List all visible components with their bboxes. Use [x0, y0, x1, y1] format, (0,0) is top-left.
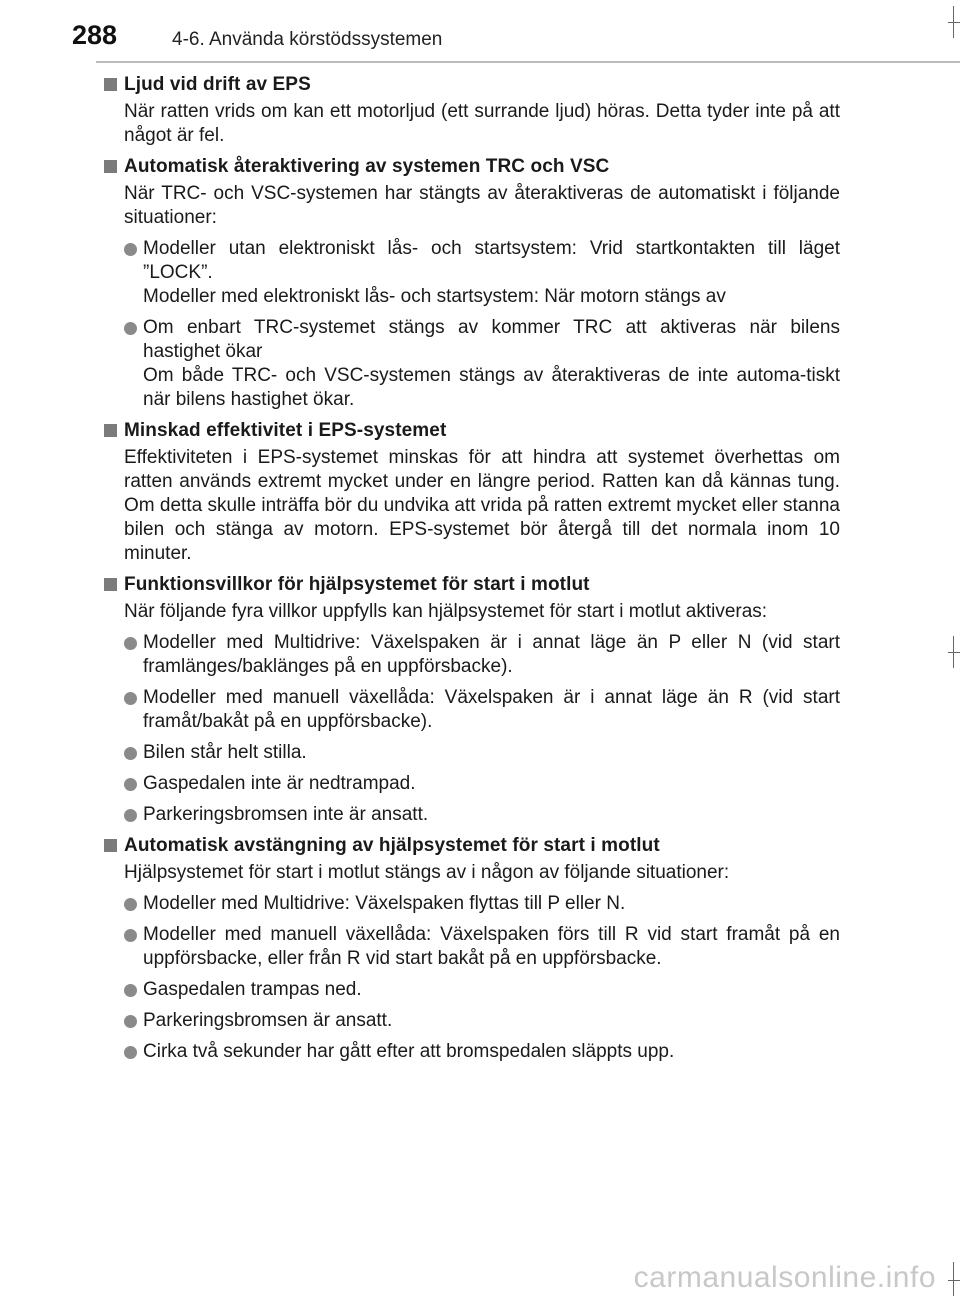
paragraph: När TRC- och VSC-systemen har stängts av återaktiveras de automatiskt i följande situationer: [124, 183, 840, 228]
section-body [104, 861, 840, 1064]
list-item-text [143, 741, 840, 765]
list-item [124, 237, 840, 309]
document-body [104, 73, 840, 1071]
paragraph: Hjälpsystemet för start i motlut stängs av i någon av följande situationer: [124, 862, 730, 883]
section-body [104, 600, 840, 827]
square-bullet-icon [104, 78, 117, 91]
list-item-text [143, 803, 840, 827]
circle-bullet-icon [124, 778, 137, 791]
page-number: 288 [72, 20, 118, 50]
list-item [124, 978, 840, 1002]
list-item [124, 741, 840, 765]
square-bullet-icon [104, 424, 117, 437]
list-item [124, 316, 840, 412]
list-item-line: Parkeringsbromsen är ansatt. [143, 1010, 393, 1031]
list-item [124, 1009, 840, 1033]
list-item [124, 923, 840, 971]
circle-bullet-icon [124, 929, 137, 942]
header-divider [96, 61, 960, 63]
list-item [124, 631, 840, 679]
list-item-text [143, 923, 840, 971]
list-item-line: Gaspedalen trampas ned. [143, 979, 362, 1000]
section-heading [104, 155, 840, 179]
list-item-line: Modeller utan elektroniskt lås- och startsystem: Vrid startkontakten till läget ”LOCK”. [143, 238, 840, 283]
list-item [124, 892, 840, 916]
list-item-line: Modeller med manuell växellåda: Växelspaken är i annat läge än R (vid start framåt/bakåt på en uppförsbacke). [143, 687, 840, 732]
section [104, 419, 840, 566]
square-bullet-icon [104, 839, 117, 852]
page-header [0, 0, 960, 62]
paragraph: Effektiviteten i EPS-systemet minskas för att hindra att systemet överhettas om ratten används extremt mycket under en längre period. Ratten kan då kännas tung. Om detta skulle inträffa bör du undvika att vrida på ratten extremt mycket eller stanna bilen och stänga av motorn. EPS-systemet bör återgå till det normala inom 10 minuter. [124, 447, 840, 564]
list-item-line: Modeller med manuell växellåda: Växelspaken förs till R vid start framåt på en uppförsbacke, eller från R vid start bakåt på en uppförsbacke. [143, 924, 840, 969]
list-item-text [143, 978, 840, 1002]
section-heading [104, 834, 840, 858]
circle-bullet-icon [124, 322, 137, 335]
section [104, 155, 840, 412]
list-item-text [143, 316, 840, 412]
section [104, 573, 840, 827]
list-item [124, 686, 840, 734]
circle-bullet-icon [124, 809, 137, 822]
section-heading-text: Automatisk återaktivering av systemen TRC och VSC [124, 156, 610, 177]
square-bullet-icon [104, 160, 117, 173]
square-bullet-icon [104, 578, 117, 591]
list-item-text [143, 237, 840, 309]
list-item-text [143, 892, 840, 916]
section-body [104, 446, 840, 566]
circle-bullet-icon [124, 747, 137, 760]
section-body [104, 100, 840, 148]
circle-bullet-icon [124, 898, 137, 911]
section-heading-text: Automatisk avstängning av hjälpsystemet för start i motlut [124, 835, 660, 856]
list-item [124, 772, 840, 796]
section-heading [104, 73, 840, 97]
circle-bullet-icon [124, 637, 137, 650]
list-item-text [143, 1040, 840, 1064]
section-heading [104, 573, 840, 597]
circle-bullet-icon [124, 1015, 137, 1028]
section-heading-text: Funktionsvillkor för hjälpsystemet för start i motlut [124, 574, 590, 595]
list-item [124, 1040, 840, 1064]
watermark: carmanualsonline.info [633, 1261, 936, 1294]
list-item-line: Om enbart TRC-systemet stängs av kommer TRC att aktiveras när bilens hastighet ökar [143, 317, 840, 362]
section-body [104, 182, 840, 412]
section-heading-text: Minskad effektivitet i EPS-systemet [124, 420, 447, 441]
section-heading [104, 419, 840, 443]
list-item-line: Cirka två sekunder har gått efter att bromspedalen släppts upp. [143, 1041, 675, 1062]
list-item-text [143, 772, 840, 796]
section [104, 73, 840, 148]
list-item-text [143, 631, 840, 679]
list-item-text [143, 1009, 840, 1033]
paragraph: När följande fyra villkor uppfylls kan hjälpsystemet för start i motlut aktiveras: [124, 601, 768, 622]
paragraph: När ratten vrids om kan ett motorljud (ett surrande ljud) höras. Detta tyder inte på att något är fel. [124, 101, 840, 146]
list-item-line: Om både TRC- och VSC-systemen stängs av återaktiveras de inte automa-tiskt när bilens hastighet ökar. [143, 365, 840, 410]
list-item-line: Bilen står helt stilla. [143, 742, 307, 763]
list-item-line: Parkeringsbromsen inte är ansatt. [143, 804, 429, 825]
section-heading-text: Ljud vid drift av EPS [124, 74, 311, 95]
list-item-text [143, 686, 840, 734]
circle-bullet-icon [124, 243, 137, 256]
list-item-line: Gaspedalen inte är nedtrampad. [143, 773, 416, 794]
chapter-title: 4-6. Använda körstödssystemen [172, 29, 443, 50]
list-item-line: Modeller med Multidrive: Växelspaken flyttas till P eller N. [143, 893, 626, 914]
list-item-line: Modeller med Multidrive: Växelspaken är i annat läge än P eller N (vid start framlänges/baklänges på en uppförsbacke). [143, 632, 840, 677]
circle-bullet-icon [124, 984, 137, 997]
circle-bullet-icon [124, 692, 137, 705]
list-item-line: Modeller med elektroniskt lås- och startsystem: När motorn stängs av [143, 286, 726, 307]
circle-bullet-icon [124, 1046, 137, 1059]
section [104, 834, 840, 1064]
list-item [124, 803, 840, 827]
